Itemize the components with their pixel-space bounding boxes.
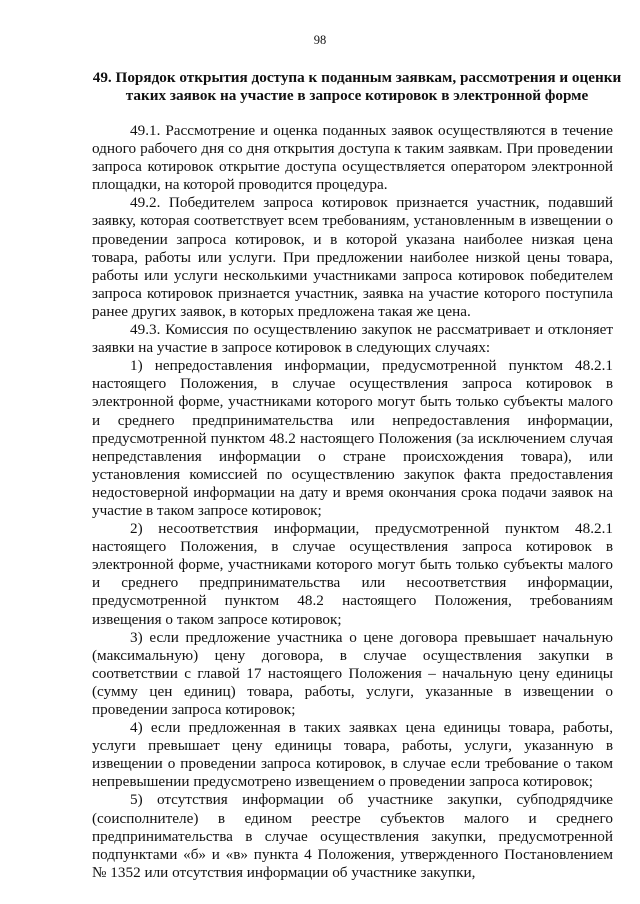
- section-heading: 49. Порядок открытия доступа к поданным заявкам, рассмотрения и оценки таких заявок на участие в запросе котировок в электронной форме: [92, 69, 622, 104]
- list-item-2: 2) несоответствия информации, предусмотренной пунктом 48.2.1 настоящего Положения, в случае осуществления запроса котировок в электронной форме, участниками которого могут быть только субъекты малого и среднего предпринимательства или несоответствия информации, предусмотренной пунктом 48.2 настоящего Положения, требованиям извещения о таком запросе котировок;: [92, 520, 613, 628]
- paragraph-49-3: 49.3. Комиссия по осуществлению закупок не рассматривает и отклоняет заявки на участие в запросе котировок в следующих случаях:: [92, 321, 613, 357]
- list-item-4: 4) если предложенная в таких заявках цена единицы товара, работы, услуги превышает цену единицы товара, работы, услуги, указанную в извещении о проведении запроса котировок, в случае если требование о таком непревышении предусмотрено извещением о проведении запроса котировок;: [92, 719, 613, 791]
- list-item-1: 1) непредоставления информации, предусмотренной пунктом 48.2.1 настоящего Положения, в случае осуществления запроса котировок в электронной форме, участниками которого могут быть только субъекты малого и среднего предпринимательства или непредоставления информации, предусмотренной пунктом 48.2 настоящего Положения (за исключением случая непредставления информации о стране происхождения товара), или установления комиссией по осуществлению закупок факта предоставления недостоверной информации на дату и время окончания срока подачи заявок на участие в таком запросе котировок;: [92, 357, 613, 519]
- list-item-3: 3) если предложение участника о цене договора превышает начальную (максимальную) цену договора, в случае осуществления закупки в соответствии с главой 17 настоящего Положения – начальную цену единицы (сумму цен единиц) товара, работы, услуги, указанные в извещении о проведении запроса котировок;: [92, 628, 613, 718]
- document-body: [92, 122, 613, 882]
- page-number: 98: [313, 33, 327, 47]
- paragraph-49-2: 49.2. Победителем запроса котировок признается участник, подавший заявку, которая соответствует всем требованиям, установленным в извещении о проведении запроса котировок, и в которой указана наиболее низкая цена товара, работы или услуги. При предложении наиболее низкой цены товара, работы или услуги несколькими участниками запроса котировок победителем запроса котировок признается участник, заявка на участие которого поступила ранее других заявок, в которых предложена такая же цена.: [92, 194, 613, 320]
- list-item-5: 5) отсутствия информации об участнике закупки, субподрядчике (соисполнителе) в едином реестре субъектов малого и среднего предпринимательства в случае осуществления закупки, предусмотренной подпунктами «б» и «в» пункта 4 Положения, утвержденного Постановлением № 1352 или отсутствия информации об участнике закупки,: [92, 791, 613, 881]
- paragraph-49-1: 49.1. Рассмотрение и оценка поданных заявок осуществляются в течение одного рабочего дня со дня открытия доступа к таким заявкам. При проведении запроса котировок открытие доступа осуществляется оператором электронной площадки, на которой проводится процедура.: [92, 122, 613, 194]
